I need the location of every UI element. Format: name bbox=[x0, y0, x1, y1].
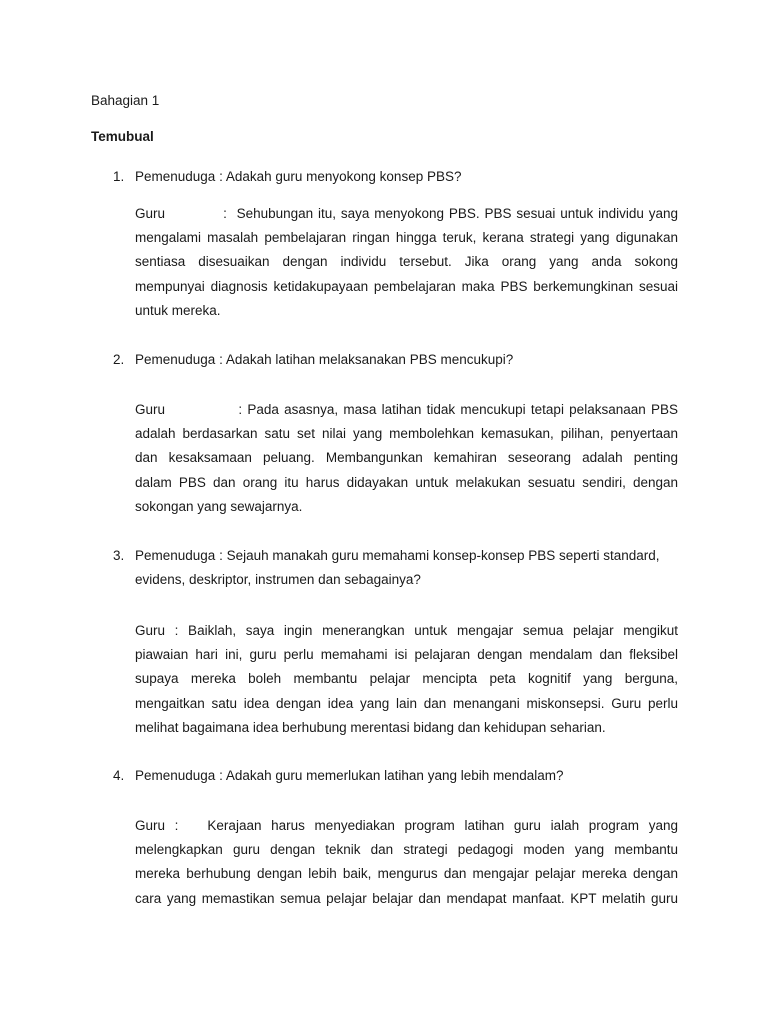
answer-line: Guru : Sehubungan itu, saya menyokong PBS. PBS sesuai untuk individu yang bbox=[135, 206, 678, 221]
question-number: 1. bbox=[113, 169, 125, 184]
answer-line: dalam PBS dan orang itu harus didayakan untuk melakukan sesuatu sendiri, dengan bbox=[135, 474, 678, 490]
question-2 bbox=[113, 348, 683, 372]
answer-line: sentiasa disesuaikan dengan individu tersebut. Jika orang yang anda sokong bbox=[135, 254, 678, 270]
section-label: Bahagian 1 bbox=[91, 93, 160, 108]
answer-line: adalah berdasarkan satu set nilai yang membolehkan kemasukan, pilihan, penyertaan bbox=[135, 426, 678, 442]
answer-2 bbox=[135, 398, 678, 519]
answer-1 bbox=[135, 202, 678, 323]
question-text-continued: evidens, deskriptor, instrumen dan sebagainya? bbox=[135, 572, 421, 587]
question-1 bbox=[113, 165, 683, 189]
answer-line: untuk mereka. bbox=[135, 302, 221, 318]
answer-line: sokongan yang sewajarnya. bbox=[135, 498, 303, 514]
answer-line: mereka berhubung dengan lebih baik, mengurus dan mengajar pelajar mereka dengan bbox=[135, 866, 678, 882]
question-3 bbox=[113, 544, 683, 592]
answer-line: mempunyai diagnosis ketidakupayaan pembelajaran maka PBS berkemungkinan sesuai bbox=[135, 278, 678, 294]
answer-4 bbox=[135, 814, 678, 911]
answer-3 bbox=[135, 619, 678, 740]
answer-line: melengkapkan guru dengan teknik dan strategi pedagogi moden yang membantu bbox=[135, 842, 678, 858]
question-number: 2. bbox=[113, 352, 125, 367]
question-text: Pemenuduga : Adakah latihan melaksanakan PBS mencukupi? bbox=[135, 352, 514, 367]
answer-line: piawaian hari ini, guru perlu memahami isi pelajaran dengan mendalam dan fleksibel bbox=[135, 647, 678, 663]
question-text: Pemenuduga : Sejauh manakah guru memahami konsep-konsep PBS seperti standard, bbox=[135, 548, 660, 563]
answer-line: Guru : Pada asasnya, masa latihan tidak mencukupi tetapi pelaksanaan PBS bbox=[135, 402, 678, 417]
answer-line: cara yang memastikan semua pelajar belajar dan mendapat manfaat. KPT melatih guru bbox=[135, 890, 678, 906]
answer-line: supaya mereka boleh membantu pelajar mencipta peta kognitif yang berguna, bbox=[135, 671, 678, 687]
question-number: 3. bbox=[113, 548, 125, 563]
answer-line: Guru : Kerajaan harus menyediakan program latihan guru ialah program yang bbox=[135, 818, 678, 833]
question-number: 4. bbox=[113, 768, 125, 783]
question-text: Pemenuduga : Adakah guru memerlukan latihan yang lebih mendalam? bbox=[135, 768, 564, 783]
answer-line: Guru : Baiklah, saya ingin menerangkan untuk mengajar semua pelajar mengikut bbox=[135, 623, 678, 638]
answer-line: dan kesaksamaan peluang. Membangunkan kemahiran seseorang adalah penting bbox=[135, 450, 678, 466]
question-4 bbox=[113, 764, 683, 788]
question-text: Pemenuduga : Adakah guru menyokong konsep PBS? bbox=[135, 169, 462, 184]
document-title: Temubual bbox=[91, 129, 154, 144]
answer-line: melihat bagaimana idea berhubung merentasi bidang dan kehidupan seharian. bbox=[135, 719, 606, 735]
answer-line: mengaitkan satu idea dengan idea yang lain dan menangani miskonsepsi. Guru perlu bbox=[135, 695, 678, 711]
answer-line: mengalami masalah pembelajaran ringan hingga teruk, kerana strategi yang digunakan bbox=[135, 230, 678, 246]
